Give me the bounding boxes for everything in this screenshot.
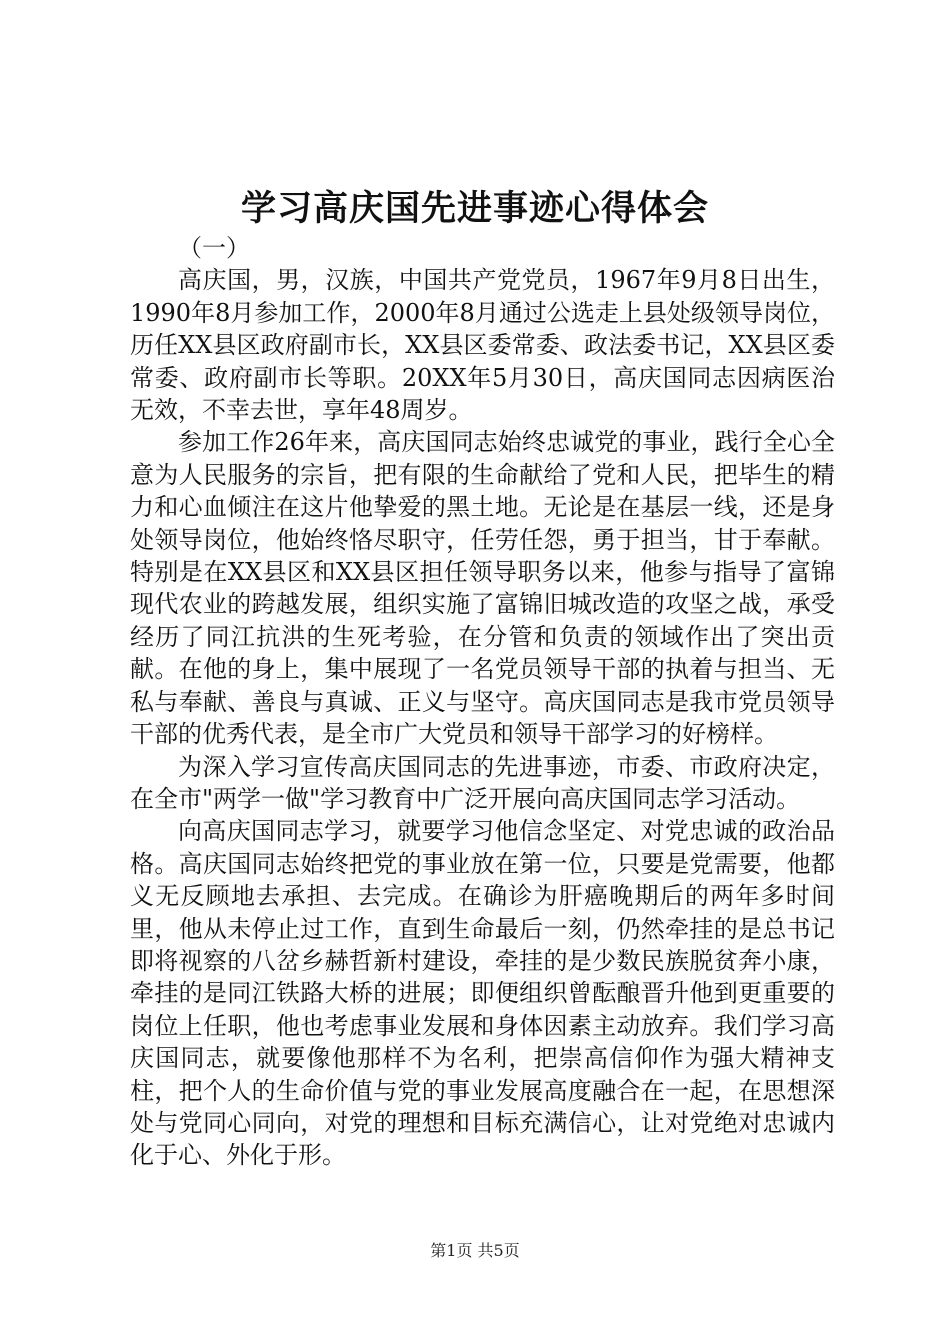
section-label: （一） <box>178 234 250 262</box>
page-footer: 第1页 共5页 <box>430 1241 520 1260</box>
paragraph-4: 向高庆国同志学习，就要学习他信念坚定、对党忠诚的政治品格。高庆国同志始终把党的事业放在第一位，只要是党需要，他都义无反顾地去承担、去完成。在确诊为肝癌晚期后的两年多时间里，他从未停止过工作，直到生命最后一刻，仍然牵挂的是总书记即将视察的八岔乡赫哲新村建设，牵挂的是少数民族脱贫奔小康，牵挂的是同江铁路大桥的进展；即便组织曾酝酿晋升他到更重要的岗位上任职，他也考虑事业发展和身体因素主动放弃。我们学习高庆国同志，就要像他那样不为名利，把崇高信仰作为强大精神支柱，把个人的生命价值与党的事业发展高度融合在一起，在思想深处与党同心同向，对党的理想和目标充满信心，让对党绝对忠诚内化于心、外化于形。 <box>130 817 835 1170</box>
paragraph-3: 为深入学习宣传高庆国同志的先进事迹，市委、市政府决定，在全市"两学一做"学习教育中广泛开展向高庆国同志学习活动。 <box>130 752 835 813</box>
document-title: 学习高庆国先进事迹心得体会 <box>240 188 709 229</box>
paragraph-1: 高庆国，男，汉族，中国共产党党员，1967年9月8日出生，1990年8月参加工作，2000年8月通过公选走上县处级领导岗位，历任XX县区政府副市长，XX县区委常委、政法委书记，XX县区委常委、政府副市长等职。20XX年5月30日，高庆国同志因病医治无效，不幸去世，享年48周岁。 <box>130 266 835 425</box>
paragraph-2: 参加工作26年来，高庆国同志始终忠诚党的事业，践行全心全意为人民服务的宗旨，把有限的生命献给了党和人民，把毕生的精力和心血倾注在这片他挚爱的黑土地。无论是在基层一线，还是身处领导岗位，他始终恪尽职守，任劳任怨，勇于担当，甘于奉献。特别是在XX县区和XX县区担任领导职务以来，他参与指导了富锦现代农业的跨越发展，组织实施了富锦旧城改造的攻坚之战，承受经历了同江抗洪的生死考验，在分管和负责的领域作出了突出贡献。在他的身上，集中展现了一名党员领导干部的执着与担当、无私与奉献、善良与真诚、正义与坚守。高庆国同志是我市党员领导干部的优秀代表，是全市广大党员和领导干部学习的好榜样。 <box>130 428 835 749</box>
document-body <box>130 232 835 1172</box>
